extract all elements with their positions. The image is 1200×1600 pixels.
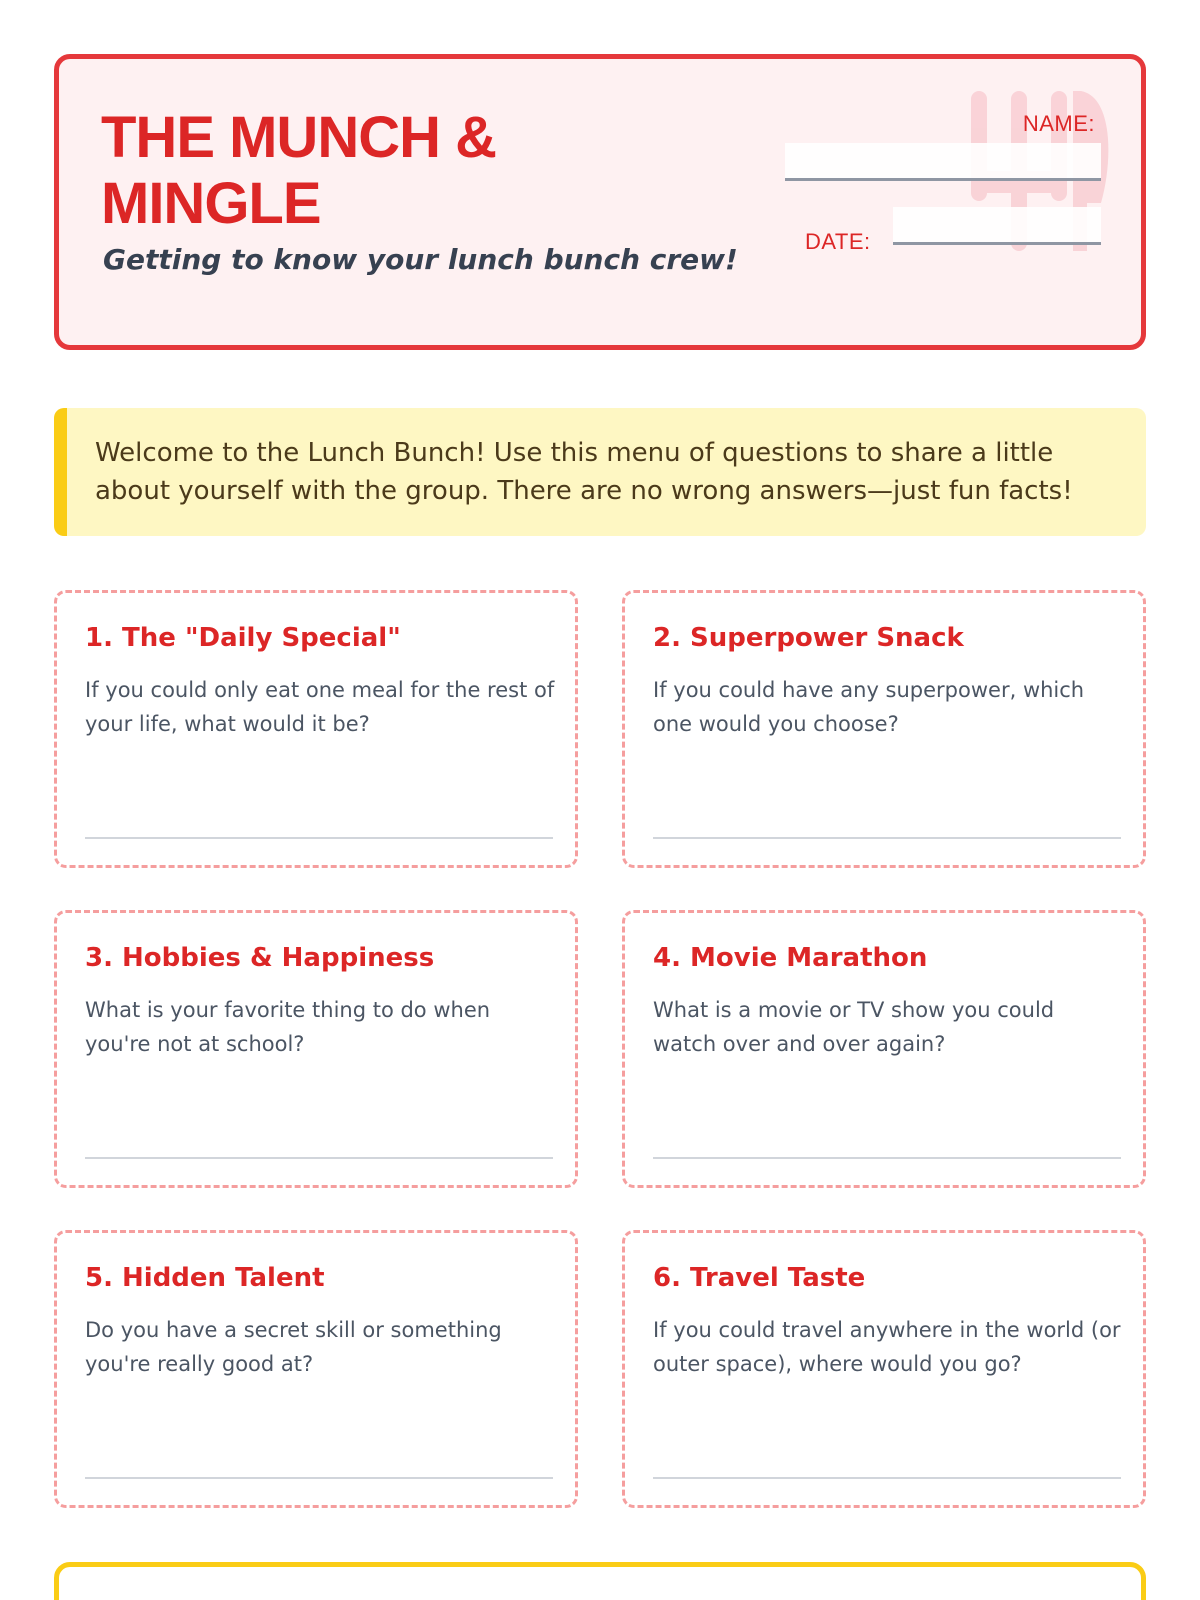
page-title: THE MUNCH & MINGLE: [101, 105, 496, 236]
header-card: [54, 54, 1146, 350]
question-text: If you could have any superpower, which one would you choose?: [653, 678, 1085, 736]
answer-line[interactable]: [85, 837, 553, 839]
answer-line[interactable]: [85, 1157, 553, 1159]
date-field[interactable]: [893, 207, 1101, 245]
page-subtitle: Getting to know your lunch bunch crew!: [103, 243, 738, 276]
answer-line[interactable]: [653, 1157, 1121, 1159]
date-label: DATE:: [805, 229, 871, 254]
footer-box: [54, 1562, 1146, 1600]
answer-line[interactable]: [653, 837, 1121, 839]
question-card-4: [622, 910, 1146, 1188]
question-title: 2. Superpower Snack: [653, 623, 964, 653]
question-title: 6. Travel Taste: [653, 1263, 866, 1293]
welcome-note: [54, 408, 1146, 536]
name-label: NAME:: [1022, 111, 1095, 136]
question-text: What is a movie or TV show you could watch over and over again?: [653, 998, 1055, 1056]
name-field[interactable]: [785, 143, 1101, 181]
question-text: What is your favorite thing to do when you're not at school?: [85, 998, 491, 1056]
welcome-text: Welcome to the Lunch Bunch! Use this menu of questions to share a little about yourself with the group. There are no wrong answers—just fun facts!: [95, 438, 1073, 506]
question-title: 4. Movie Marathon: [653, 943, 928, 973]
question-title: 3. Hobbies & Happiness: [85, 943, 435, 973]
question-text: Do you have a secret skill or something you're really good at?: [85, 1318, 502, 1376]
question-text: If you could travel anywhere in the world (or outer space), where would you go?: [653, 1318, 1121, 1376]
question-card-5: [54, 1230, 578, 1508]
question-card-2: [622, 590, 1146, 868]
answer-line[interactable]: [85, 1477, 553, 1479]
answer-line[interactable]: [653, 1477, 1121, 1479]
question-card-1: [54, 590, 578, 868]
question-title: 1. The "Daily Special": [85, 623, 401, 653]
question-text: If you could only eat one meal for the rest of your life, what would it be?: [85, 678, 555, 736]
question-card-3: [54, 910, 578, 1188]
question-title: 5. Hidden Talent: [85, 1263, 325, 1293]
question-card-6: [622, 1230, 1146, 1508]
